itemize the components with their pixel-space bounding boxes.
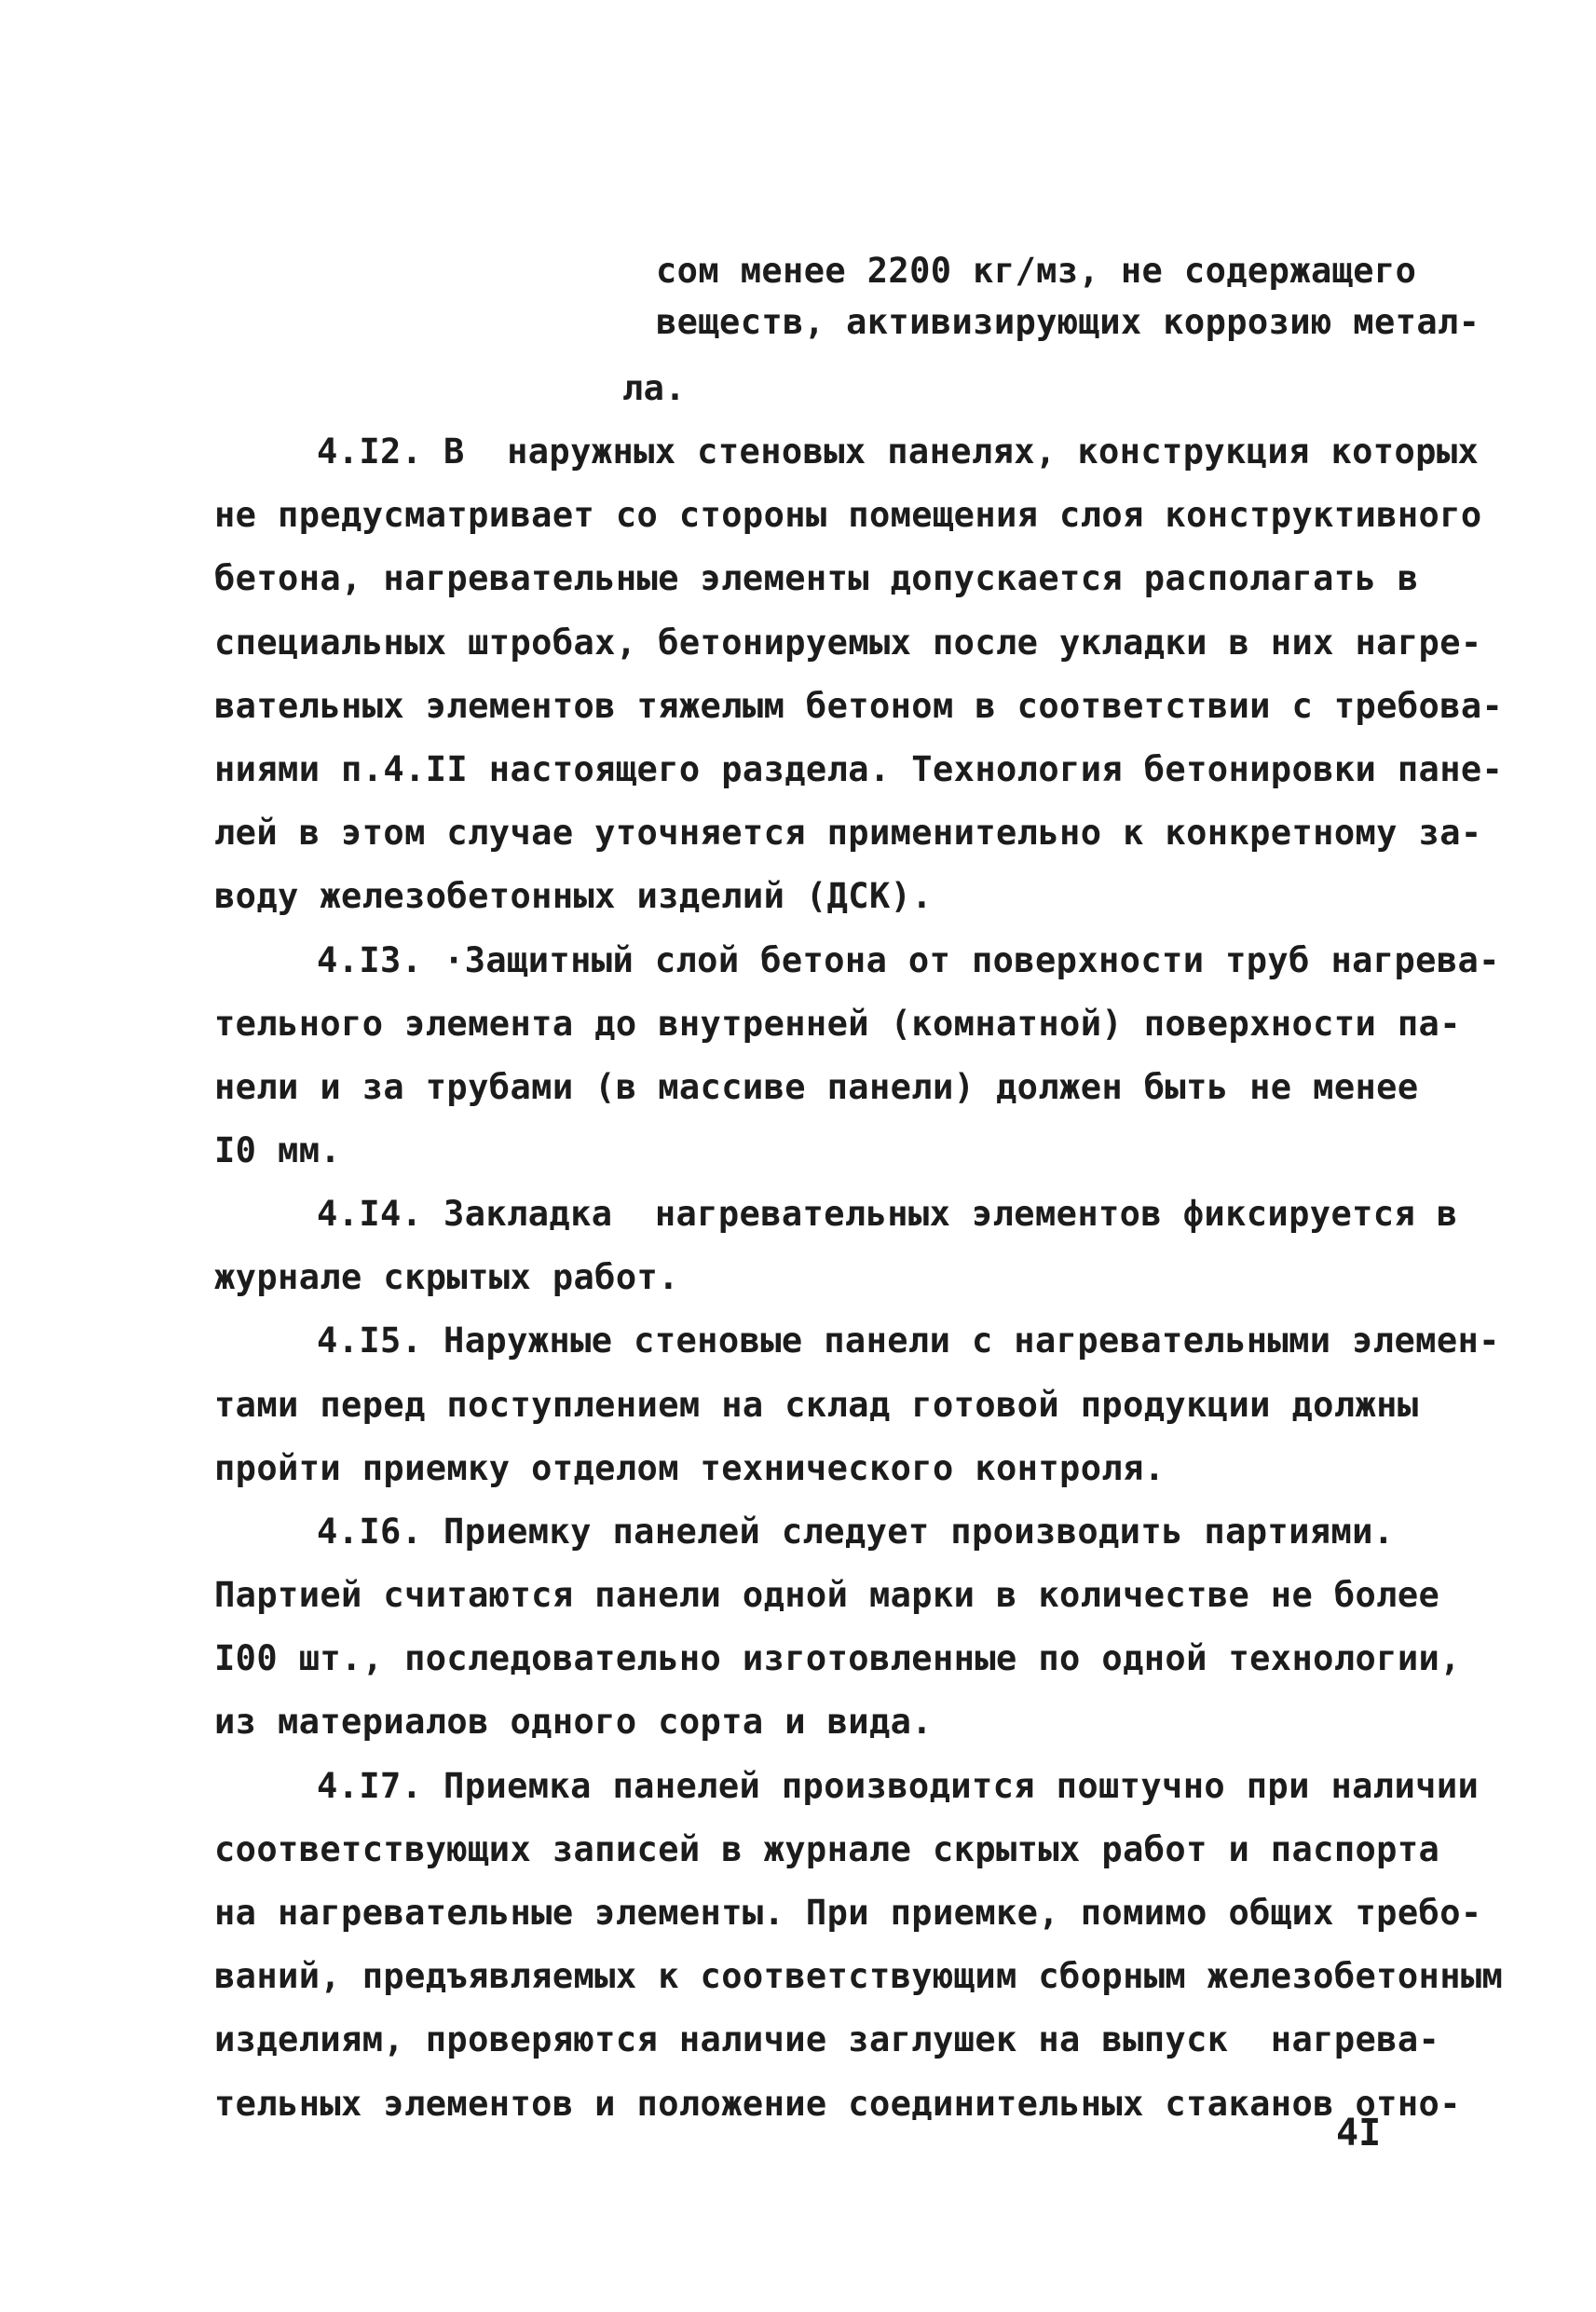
- paragraph-4-16-line: из материалов одного сорта и вида.: [214, 1702, 933, 1742]
- paragraph-4-16-line: I00 шт., последовательно изготовленные по одной технологии,: [214, 1638, 1461, 1678]
- paragraph-4-15-line: тами перед поступлением на склад готовой продукции должны: [214, 1385, 1419, 1425]
- text-line: сом менее 2200 кг/мз, не содержащего: [656, 251, 1417, 291]
- paragraph-4-13-line: нели и за трубами (в массиве панели) должен быть не менее: [214, 1067, 1419, 1107]
- paragraph-4-12-line: специальных штробах, бетонируемых после укладки в них нагре-: [214, 622, 1482, 663]
- paragraph-4-12-line: лей в этом случае уточняется применительно к конкретному за-: [214, 813, 1482, 853]
- paragraph-4-17-line: тельных элементов и положение соединительных стаканов отно-: [214, 2084, 1461, 2124]
- paragraph-4-16-line: Партией считаются панели одной марки в количестве не более: [214, 1575, 1440, 1615]
- paragraph-4-12-line: ниями п.4.II настоящего раздела. Технология бетонировки пане-: [214, 749, 1504, 789]
- paragraph-4-12-line: воду железобетонных изделий (ДСК).: [214, 876, 933, 916]
- paragraph-4-13-line: 4.I3. ·Защитный слой бетона от поверхности труб нагрева-: [317, 940, 1500, 980]
- paragraph-4-16-line: 4.I6. Приемку панелей следует производить партиями.: [317, 1512, 1395, 1552]
- paragraph-4-12-line: не предусматривает со стороны помещения слоя конструктивного: [214, 495, 1482, 535]
- paragraph-4-17-line: ваний, предъявляемых к соответствующим сборным железобетонным: [214, 1956, 1504, 1996]
- text-line: веществ, активизирующих коррозию метал-: [656, 302, 1480, 342]
- text-line: ла.: [622, 368, 687, 408]
- paragraph-4-13-line: I0 мм.: [214, 1130, 342, 1170]
- paragraph-4-14-line: журнале скрытых работ.: [214, 1257, 679, 1297]
- paragraph-4-13-line: тельного элемента до внутренней (комнатной) поверхности па-: [214, 1004, 1461, 1044]
- paragraph-4-15-line: 4.I5. Наружные стеновые панели с нагревательными элемен-: [317, 1320, 1500, 1361]
- paragraph-4-17-line: изделиям, проверяются наличие заглушек на выпуск нагрева-: [214, 2019, 1440, 2059]
- paragraph-4-17-line: 4.I7. Приемка панелей производится поштучно при наличии: [317, 1766, 1480, 1806]
- paragraph-4-12-line: 4.I2. В наружных стеновых панелях, конструкция которых: [317, 431, 1480, 472]
- page-number: 4I: [1336, 2112, 1382, 2155]
- paragraph-4-12-line: бетона, нагревательные элементы допускается располагать в: [214, 558, 1419, 598]
- paragraph-4-15-line: пройти приемку отделом технического контроля.: [214, 1448, 1166, 1488]
- paragraph-4-14-line: 4.I4. Закладка нагревательных элементов фиксируется в: [317, 1194, 1458, 1234]
- paragraph-4-17-line: на нагревательные элементы. При приемке, помимо общих требо-: [214, 1893, 1482, 1933]
- paragraph-4-17-line: соответствующих записей в журнале скрытых работ и паспорта: [214, 1829, 1440, 1869]
- paragraph-4-12-line: вательных элементов тяжелым бетоном в соответствии с требова-: [214, 686, 1504, 726]
